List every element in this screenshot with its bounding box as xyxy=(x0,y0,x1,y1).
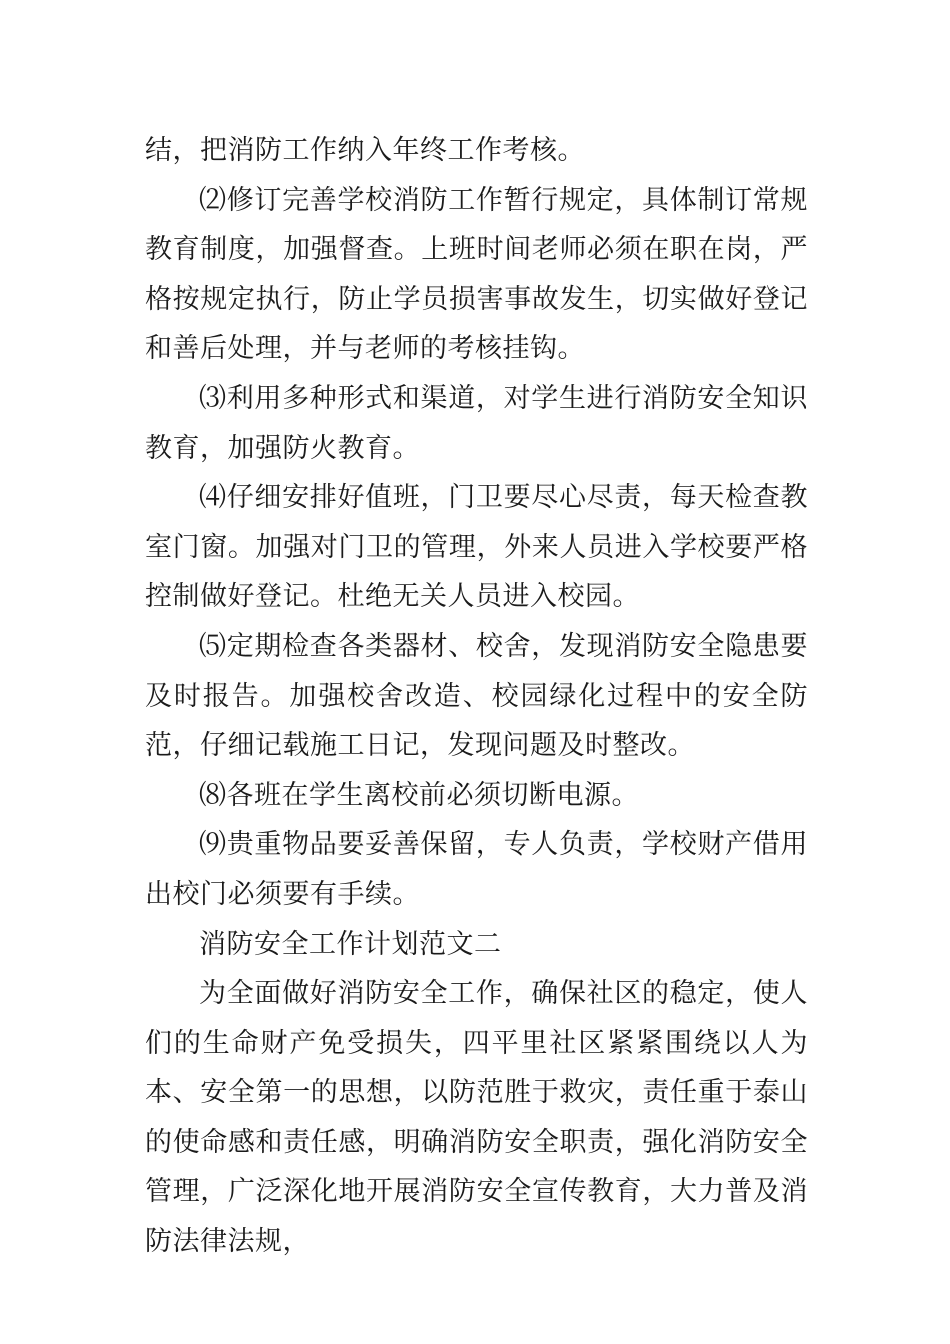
paragraph-continued: 结，把消防工作纳入年终工作考核。 xyxy=(145,135,585,166)
paragraph-item-2: ⑵修订完善学校消防工作暂行规定，具体制订常规教育制度，加强督查。上班时间老师必须在职在岗，严格按规定执行，防止学员损害事故发生，切实做好登记和善后处理，并与老师的考核挂钩。 xyxy=(145,184,808,365)
section-heading: 消防安全工作计划范文二 xyxy=(199,928,502,960)
paragraph-item-4: ⑷仔细安排好值班，门卫要尽心尽责，每天检查教室门窗。加强对门卫的管理，外来人员进入学校要严格控制做好登记。杜绝无关人员进入校园。 xyxy=(145,482,808,613)
paragraph-item-8: ⑻各班在学生离校前必须切断电源。 xyxy=(199,779,639,811)
paragraph-item-5: ⑸定期检查各类器材、校舍，发现消防安全隐患要及时报告。加强校舍改造、校园绿化过程中的安全防范，仔细记载施工日记，发现问题及时整改。 xyxy=(145,630,808,762)
paragraph-item-3: ⑶利用多种形式和渠道，对学生进行消防安全知识教育，加强防火教育。 xyxy=(145,382,808,464)
paragraph-item-9: ⑼贵重物品要妥善保留，专人负责，学校财产借用出校门必须要有手续。 xyxy=(145,829,808,910)
paragraph-intro: 为全面做好消防安全工作，确保社区的稳定，使人们的生命财产免受损失，四平里社区紧紧围绕以人为本、安全第一的思想，以防范胜于救灾，责任重于泰山的使命感和责任感，明确消防安全职责，强化消防安全管理，广泛深化地开展消防安全宣传教育，大力普及消防法律法规， xyxy=(145,978,808,1258)
document-body xyxy=(145,126,808,1267)
